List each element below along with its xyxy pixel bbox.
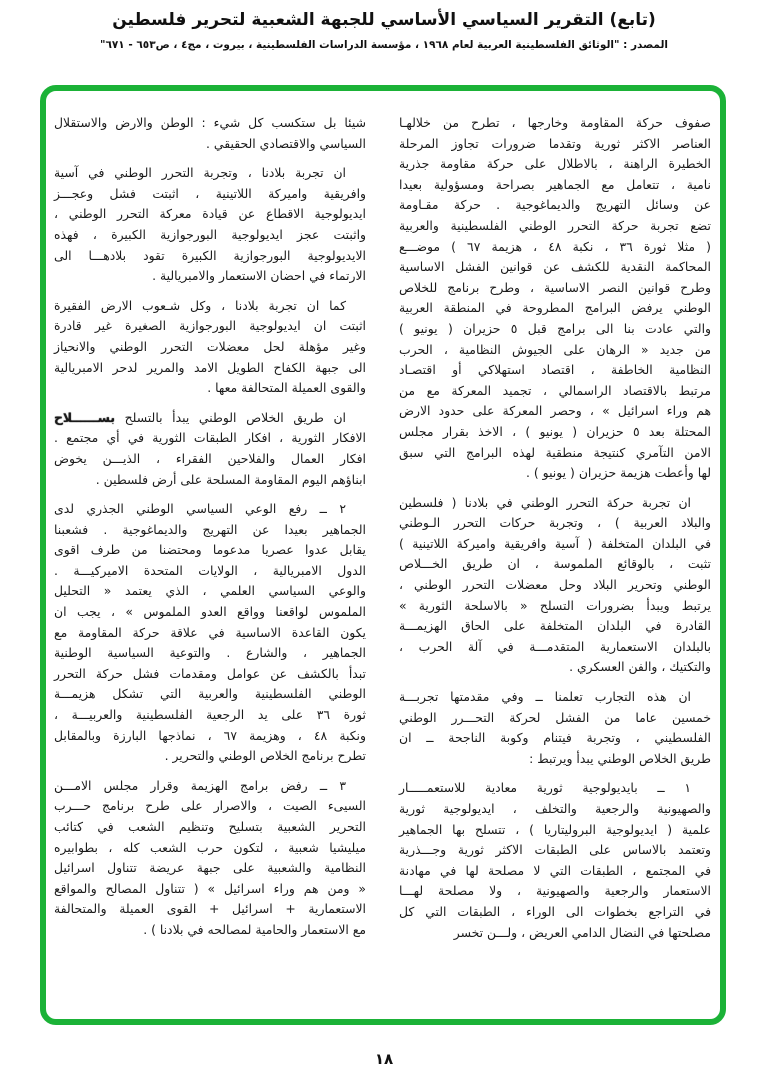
text-line: تثبت ، بالوقائع الملموسة ، ان طريق الخـــلاص xyxy=(399,556,711,572)
paragraph xyxy=(54,296,366,399)
text-line: ١ ــ بايديولوجية ثورية معادية للاستعمـــــار xyxy=(399,780,691,796)
text-line: وطرح قوانين النصر الاساسية ، وطرح برنامج للخلاص xyxy=(399,279,711,295)
text-line: الخطيرة الراهنة ، بالاطلال على حركة مقاومة جذرية xyxy=(399,156,711,172)
text-columns xyxy=(46,91,720,952)
text-line: تضع تجربة حركة التحرر الوطني الفلسطينية والعربية xyxy=(399,217,711,233)
text-line xyxy=(54,408,366,429)
text-line: المحتلة بعد ٥ حزيران ( يونيو ) ، الاخذ بقرار مجلس xyxy=(399,423,712,439)
text-line: وافريقية واميركة اللاتينية ، اثبتت فشل وعجـــز xyxy=(54,185,366,201)
text-line: والتي عادت بنا الى برامج قبل ٥ حزيران ( يونيو ) xyxy=(399,320,711,336)
text-line: النظامية والشعبية على جبهة عريضة تتناول اسرائيل xyxy=(54,860,366,876)
text-line: تطرح برنامج الخلاص الوطني والتحرير . xyxy=(164,748,366,764)
text-line: ونكبة ٤٨ ، وهزيمة ٦٧ ، نماذجها البارزة وبالمقابل xyxy=(54,727,366,743)
paragraph xyxy=(399,778,711,943)
text-line: الاستعمار والرجعية والصهيونية ، ولا مصلحة لهـــا xyxy=(399,883,711,899)
text-line: والبلاد العربية ) ، وتجربة حركات التحرر الـوطني xyxy=(399,515,711,531)
text-line: التحرير الشعبية بتسليح وتنظيم الشعب في كتائب xyxy=(54,819,366,834)
text-line: اثبتت ان ايديولوجية البورجوازية الصغيرة غير قادرة xyxy=(54,318,366,334)
text-line: تبدأ بالكشف عن عوامل ومقدمات فشل حركة التحرر xyxy=(54,665,366,681)
text-line: والقوى العميلة المتحالفة معها . xyxy=(207,380,366,396)
text-line: « ومن هم وراء اسرائيل » ( تتناول المصالح والمواقع xyxy=(54,880,366,896)
text-line: السياسي والاقتصادي الحقيقي . xyxy=(206,135,366,151)
text-line: الوطني وتحرير البلاد وحل معضلات التحرر الوطني ، xyxy=(399,577,711,593)
document-header xyxy=(0,10,768,51)
text-line: الوطني الفلسطينية والعربية التي تشكل هزيمـــة xyxy=(54,686,366,702)
text-line: نامية ، تتعامل مع الجماهير بصراحة ومسؤولية بعيدا xyxy=(399,176,711,192)
text-line: في البلدان المتخلفة ( آسية وافريقية واميركة اللاتينية ) xyxy=(399,535,711,551)
paragraph xyxy=(54,776,366,941)
paragraph xyxy=(399,493,711,678)
text-line: خمسين عاما من الفشل لحركة التحـــرر الوطني xyxy=(399,709,711,725)
paragraph xyxy=(54,408,366,490)
text-line: ثورة ٣٦ على يد الرجعية الفلسطينية والعربيـــة ، xyxy=(54,707,366,723)
paragraph xyxy=(399,687,711,769)
text-line: يقابل عدوا عصريا مدعوما ومحتضنا من طرف اقوى xyxy=(54,542,366,558)
text-line: افكار العمال والفلاحين الفقراء ، الذيـــن يخوض xyxy=(54,450,366,466)
text-line: من جديد « الرهان على الجيوش النظامية ، الحرب xyxy=(399,341,711,357)
text-line: شيئا بل ستكسب كل شيء : الوطن والارض والاستقلال xyxy=(54,115,366,130)
text-line: كما ان تجربة بلادنا ، وكل شـعوب الارض الفقيرة xyxy=(54,297,346,313)
text-line: في المجتمع ، الطبقات التي لا مصلحة لها في مهادنة xyxy=(399,862,711,878)
document-title: (تابع) التقرير السياسي الأساسي للجبهة الشعبية لتحرير فلسطين xyxy=(112,10,656,30)
page-number: ١٨ xyxy=(374,1050,394,1068)
text-line: عن وسائل التهريج والديماغوجية . حركة مقـاومة xyxy=(399,197,711,213)
text-line: والتكتيك ، والفن العسكري . xyxy=(569,659,711,675)
text-line: الدول الامبريالية ، الولايات المتحدة الاميركيـــة . xyxy=(54,562,366,578)
text-line: السيىء الصيت ، والاصرار على طرح برنامج حـــرب xyxy=(54,798,366,814)
paragraph xyxy=(54,163,366,287)
text-line: ان هذه التجارب تعلمنا ــ وفي مقدمتها تجربـــة xyxy=(399,689,691,705)
text-line: العناصر الاكثر ثورية وتقدما ضرورات تجاوز المرحلة xyxy=(399,135,711,151)
text-line: الجماهير بعيدا عن التهريج والديماغوجية . فشعبنا xyxy=(54,521,366,537)
document-source: المصدر : "الوثائق الفلسطينية العربية لعام ١٩٦٨ ، مؤسسة الدراسات الفلسطينية ، بيروت ، مج٤ ، ص٦٥٣ - ٦٧١" xyxy=(100,39,668,51)
content-frame xyxy=(40,85,726,1025)
text-line: صفوف حركة المقاومة وخارجها ، تطرح من خلالهـا xyxy=(399,115,711,130)
text-line: يرتبط ويبدأ بضرورات التسلح « بالاسلحة الثورية » xyxy=(399,597,711,613)
right-column xyxy=(399,113,711,952)
text-line: لها وأعطت هزيمة حزيران ( يونيو ) . xyxy=(526,465,711,481)
text-line: الجماهير ، والشارع . والتوعية السياسية الوطنية xyxy=(54,645,366,661)
text-line: ابناؤهم اليوم المقاومة المسلحة على أرض فلسطين . xyxy=(95,471,366,487)
text-line: الوطني يرفض البرامج المطروحة في المنطقة العربية xyxy=(399,300,711,316)
text-line: الارتماء في احضان الاستعمار والامبريالية . xyxy=(152,268,366,284)
text-line: ٣ ــ رفض برامج الهزيمة وقرار مجلس الامـــن xyxy=(54,777,346,793)
text-line: الاستعمارية + اسرائيل + القوى العميلة والمتحالفة xyxy=(54,901,366,917)
text-line: الافكار الثورية ، افكار الطبقات الثورية في أي مجتمع . xyxy=(54,430,366,446)
text-line: واثبتت عجز ايديولوجية البورجوازية الكبيرة ، فهذه xyxy=(54,226,366,242)
text-line: النظامية الخاطفة ، اقتصاد استهلاكي أو اقتصـاد xyxy=(399,362,711,378)
left-column xyxy=(54,113,366,952)
text-line: المحاكمة النقدية للكشف عن قوانين الفشل الاساسية xyxy=(399,259,711,275)
text-line: يكون القاعدة الاساسية في علاقة حركة المقاومة مع xyxy=(54,624,366,640)
text-line: مع الاستعمار والحامية لمصالحه في بلادنا ) . xyxy=(143,921,366,937)
text-segment: ان طريق الخلاص الوطني يبدأ بالتسلح xyxy=(115,409,346,425)
text-line: ميليشيا شعبية ، لتكون حرب الشعب كله ، بطوابيره xyxy=(54,839,366,855)
text-line: والصهيونية والرجعية والتخلف ، ايديولوجية ثورية xyxy=(399,801,711,816)
text-line: الملموس لواقعنا وواقع العدو الملموس » ، يجب ان xyxy=(54,604,366,620)
text-line: الامن التآمري كنتيجة منطقية لهذه البرامج التي سبق xyxy=(399,444,711,460)
text-line: طريق الخلاص الوطني يبدأ ويرتبط : xyxy=(529,750,711,766)
inked-bold-word: بســــــلاح xyxy=(54,409,116,425)
text-line: الفلسطيني ، وتجربة فيتنام وكوبة الناجحة ــ ان xyxy=(399,730,711,746)
text-line: ايديولوجية الاقطاع عن قيادة معركة التحرر الوطني ، xyxy=(54,206,366,222)
text-line: وتعتمد بالاساس على الطبقات الاكثر ثورية وجـــذرية xyxy=(399,842,711,858)
text-line: الايديولوجية البورجوازية الكبيرة تقود بلادهـــا الى xyxy=(54,247,366,263)
paragraph xyxy=(54,499,366,767)
text-line: وغير مؤهلة لحل معضلات التحرر الوطني والانحياز xyxy=(54,338,366,354)
text-line: مرتبط بالاقتصاد الراسمالي ، تجميد المعركة مع من xyxy=(399,382,711,398)
text-line: بالبلدان الاستعمارية المتقدمـــة في آلة الحرب ، xyxy=(399,638,711,654)
paragraph xyxy=(54,113,366,154)
text-line: في التراجع بخطوات الى الوراء ، الطبقات التي كل xyxy=(399,903,711,919)
text-line: ان تجربة بلادنا ، وتجربة التحرر الوطني في آسية xyxy=(54,165,346,181)
text-line: القادرة في البلدان المتخلفة على الحاق الهزيمـــة xyxy=(399,618,711,634)
text-line: ان تجربة حركة التحرر الوطني في بلادنا ( فلسطين xyxy=(399,494,691,510)
text-line: علمية ( ايديولوجية البروليتاريا ) ، تتسلح بها الجماهير xyxy=(399,821,711,837)
paragraph xyxy=(399,113,711,484)
text-line: ( مثلا ثورة ٣٦ ، نكبة ٤٨ ، هزيمة ٦٧ ) موضـــع xyxy=(399,238,711,254)
text-line: مصلحتها في النضال الدامي العريض ، ولـــن تخسر xyxy=(453,924,711,940)
text-line: الى جبهة الكفاح الطويل الامد والمرير لدحر الامبريالية xyxy=(54,359,366,375)
text-line: هم وراء اسرائيل » ، وحصر المعركة على حدود الارض xyxy=(399,403,711,419)
text-line: ٢ ــ رفع الوعي السياسي الوطني الجذري لدى xyxy=(54,501,346,517)
text-line: والوعي السياسي العلمي ، الذي يعتمد « التحليل xyxy=(54,583,366,599)
